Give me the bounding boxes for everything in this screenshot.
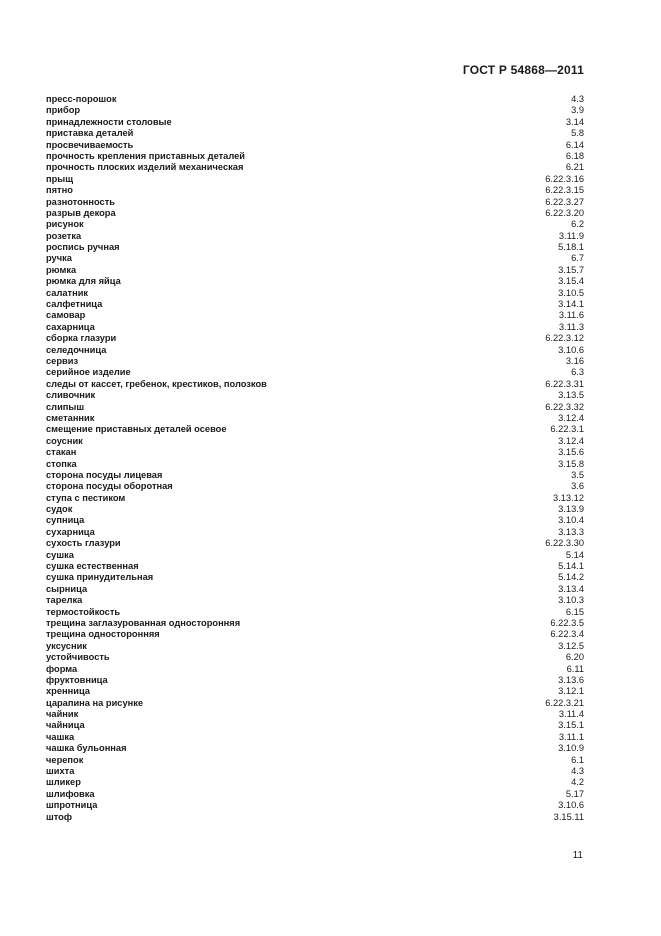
index-reference: 3.12.4 [558, 412, 584, 423]
index-entry [46, 197, 584, 208]
index-reference: 6.22.3.4 [550, 629, 584, 640]
index-entry [46, 288, 584, 299]
index-term: стакан [46, 447, 77, 458]
index-reference: 3.10.6 [558, 800, 584, 811]
index-reference: 6.22.3.20 [545, 207, 584, 218]
index-reference: 3.15.6 [558, 447, 584, 458]
index-entry [46, 572, 584, 583]
index-term: сахарница [46, 321, 95, 332]
index-term: принадлежности столовые [46, 116, 172, 127]
index-entry [46, 447, 584, 458]
index-entry [46, 538, 584, 549]
index-term: селедочница [46, 344, 107, 355]
index-reference: 3.10.5 [558, 287, 584, 298]
index-reference: 3.6 [571, 481, 584, 492]
index-term: салфетница [46, 299, 103, 310]
index-term: разнотонность [46, 196, 115, 207]
index-entry [46, 413, 584, 424]
index-entry [46, 299, 584, 310]
index-reference: 6.14 [565, 139, 584, 150]
index-term: следы от кассет, гребенок, крестиков, полозков [46, 378, 267, 389]
index-term: сушка естественная [46, 561, 139, 572]
document-header [463, 63, 584, 77]
index-entry [46, 310, 584, 321]
index-entry [46, 276, 584, 287]
index-term: ручка [46, 253, 72, 264]
index-term: самовар [46, 310, 86, 321]
index-reference: 6.22.3.16 [545, 173, 584, 184]
index-entry [46, 709, 584, 720]
index-reference: 3.9 [571, 105, 584, 116]
index-reference: 3.12.5 [558, 640, 584, 651]
index-reference: 3.15.7 [558, 264, 584, 275]
index-reference: 6.7 [571, 253, 584, 264]
index-reference: 3.12.1 [558, 686, 584, 697]
index-term: термостойкость [46, 606, 121, 617]
index-entry [46, 333, 584, 344]
index-term: трещина заглазурованная односторонняя [46, 617, 241, 628]
index-reference: 3.10.4 [558, 515, 584, 526]
index-reference: 3.5 [571, 469, 584, 480]
index-reference: 3.11.9 [558, 230, 584, 241]
index-entry [46, 755, 584, 766]
index-term: роспись ручная [46, 242, 120, 253]
index-term: рюмка для яйца [46, 276, 121, 287]
index-reference: 6.15 [565, 606, 584, 617]
index-term: хренница [46, 686, 90, 697]
index-term: чашка [46, 731, 75, 742]
index-reference: 5.18.1 [558, 242, 584, 253]
index-term: сушка принудительная [46, 572, 154, 583]
index-term: прочность плоских изделий механическая [46, 162, 244, 173]
index-reference: 6.18 [565, 150, 584, 161]
index-reference: 4.2 [571, 777, 584, 788]
index-entry [46, 664, 584, 675]
index-term: просвечиваемость [46, 139, 134, 150]
index-entry [46, 743, 584, 754]
index-entry [46, 789, 584, 800]
index-term: смещение приставных деталей осевое [46, 424, 227, 435]
index-entry [46, 94, 584, 105]
index-entry [46, 140, 584, 151]
index-term: уксусник [46, 640, 87, 651]
index-term: сервиз [46, 355, 79, 366]
index-term: судок [46, 504, 73, 515]
index-term: чашка бульонная [46, 743, 127, 754]
index-term: штоф [46, 811, 72, 822]
index-entry [46, 208, 584, 219]
index-entry [46, 550, 584, 561]
index-term: супница [46, 515, 85, 526]
index-term: салатник [46, 287, 89, 298]
index-reference: 3.16 [565, 355, 584, 366]
index-entry [46, 345, 584, 356]
index-term: шпротница [46, 800, 98, 811]
index-term: трещина односторонняя [46, 629, 160, 640]
index-reference: 3.13.5 [558, 390, 584, 401]
index-term: сушка [46, 549, 74, 560]
index-term: сухарница [46, 526, 95, 537]
index-entry [46, 424, 584, 435]
index-entry [46, 436, 584, 447]
index-reference: 3.10.6 [558, 344, 584, 355]
index-entry [46, 242, 584, 253]
index-entry [46, 174, 584, 185]
index-term: шликер [46, 777, 81, 788]
index-entry [46, 527, 584, 538]
index-entry [46, 732, 584, 743]
index-reference: 6.2 [571, 219, 584, 230]
index-reference: 6.3 [571, 367, 584, 378]
index-term: соусник [46, 435, 83, 446]
index-entry [46, 641, 584, 652]
index-term: сухость глазури [46, 538, 121, 549]
index-entry [46, 515, 584, 526]
index-reference: 3.15.1 [558, 720, 584, 731]
index-reference: 5.14.1 [558, 561, 584, 572]
index-reference: 6.22.3.31 [545, 378, 584, 389]
index-entry [46, 504, 584, 515]
index-term: розетка [46, 230, 82, 241]
index-entry [46, 253, 584, 264]
index-entry [46, 105, 584, 116]
index-reference: 3.12.4 [558, 435, 584, 446]
index-entry [46, 231, 584, 242]
index-reference: 5.8 [571, 128, 584, 139]
index-entry [46, 812, 584, 823]
index-reference: 3.15.8 [558, 458, 584, 469]
index-reference: 6.20 [565, 652, 584, 663]
index-term: пятно [46, 185, 73, 196]
index-term: шихта [46, 766, 75, 777]
index-entry [46, 470, 584, 481]
index-reference: 6.22.3.27 [545, 196, 584, 207]
index-term: стопка [46, 458, 77, 469]
index-reference: 3.10.3 [558, 595, 584, 606]
index-reference: 6.22.3.15 [545, 185, 584, 196]
index-reference: 6.22.3.32 [545, 401, 584, 412]
index-term: форма [46, 663, 78, 674]
index-reference: 6.1 [571, 754, 584, 765]
index-term: тарелка [46, 595, 83, 606]
index-entry [46, 402, 584, 413]
index-reference: 3.13.3 [558, 526, 584, 537]
index-entry [46, 379, 584, 390]
index-reference: 3.15.4 [558, 276, 584, 287]
page-number: 11 [572, 850, 583, 861]
index-entry [46, 595, 584, 606]
index-term: фруктовница [46, 674, 108, 685]
index-reference: 3.11.3 [558, 321, 584, 332]
standard-id: ГОСТ Р 54868—2011 [462, 63, 584, 77]
index-entry [46, 493, 584, 504]
index-entry [46, 185, 584, 196]
index-term: разрыв декора [46, 207, 116, 218]
index-entry [46, 698, 584, 709]
index-entry [46, 128, 584, 139]
index-term: сметанник [46, 412, 95, 423]
index-term: царапина на рисунке [46, 697, 144, 708]
index-entry [46, 561, 584, 572]
index-term: чайник [46, 709, 79, 720]
index-entry [46, 265, 584, 276]
index-entry [46, 777, 584, 788]
index-entry [46, 766, 584, 777]
index-reference: 3.13.9 [558, 504, 584, 515]
index-reference: 6.21 [565, 162, 584, 173]
index-reference: 3.11.4 [558, 709, 584, 720]
index-entry [46, 800, 584, 811]
index-term: чайница [46, 720, 85, 731]
index-reference: 3.14.1 [558, 299, 584, 310]
index-entry [46, 151, 584, 162]
index-reference: 6.22.3.21 [545, 697, 584, 708]
index-reference: 5.14 [565, 549, 584, 560]
index-entry [46, 652, 584, 663]
index-reference: 3.13.4 [558, 583, 584, 594]
index-entry [46, 459, 584, 470]
index-term: устойчивость [46, 652, 110, 663]
index-reference: 3.13.6 [558, 674, 584, 685]
index-term: пресс-порошок [46, 94, 117, 104]
index-term: черепок [46, 754, 84, 765]
index-entry [46, 117, 584, 128]
index-reference: 6.22.3.5 [550, 617, 584, 628]
index-term: шлифовка [46, 788, 95, 799]
index-entry [46, 219, 584, 230]
index-term: прыщ [46, 173, 74, 184]
index-entry [46, 720, 584, 731]
index-entry [46, 322, 584, 333]
alphabetical-term-index [46, 94, 584, 823]
index-reference: 3.15.11 [553, 811, 584, 822]
index-term: приставка деталей [46, 128, 134, 139]
index-reference: 6.22.3.12 [545, 333, 584, 344]
index-reference: 5.14.2 [558, 572, 584, 583]
index-term: ступа с пестиком [46, 492, 126, 503]
index-entry [46, 686, 584, 697]
index-reference: 4.3 [571, 94, 584, 104]
index-reference: 3.10.9 [558, 743, 584, 754]
index-entry [46, 584, 584, 595]
index-term: сторона посуды оборотная [46, 481, 173, 492]
index-entry [46, 481, 584, 492]
index-term: сливочник [46, 390, 96, 401]
index-term: сторона посуды лицевая [46, 469, 163, 480]
index-reference: 3.13.12 [552, 492, 584, 503]
index-term: прибор [46, 105, 81, 116]
index-entry [46, 675, 584, 686]
index-term: сырница [46, 583, 88, 594]
index-entry [46, 629, 584, 640]
index-entry [46, 162, 584, 173]
index-reference: 3.11.1 [558, 731, 584, 742]
index-reference: 6.11 [566, 663, 584, 674]
index-term: серийное изделие [46, 367, 131, 378]
index-term: прочность крепления приставных деталей [46, 150, 246, 161]
index-reference: 6.22.3.1 [550, 424, 584, 435]
index-term: рюмка [46, 264, 77, 275]
index-reference: 3.14 [565, 116, 584, 127]
index-entry [46, 367, 584, 378]
index-entry [46, 618, 584, 629]
index-entry [46, 356, 584, 367]
index-reference: 6.22.3.30 [545, 538, 584, 549]
index-entry [46, 607, 584, 618]
index-entry [46, 390, 584, 401]
index-reference: 4.3 [571, 766, 584, 777]
index-term: рисунок [46, 219, 84, 230]
index-term: сборка глазури [46, 333, 117, 344]
index-reference: 5.17 [565, 788, 584, 799]
index-term: слипыш [46, 401, 85, 412]
index-reference: 3.11.6 [558, 310, 584, 321]
